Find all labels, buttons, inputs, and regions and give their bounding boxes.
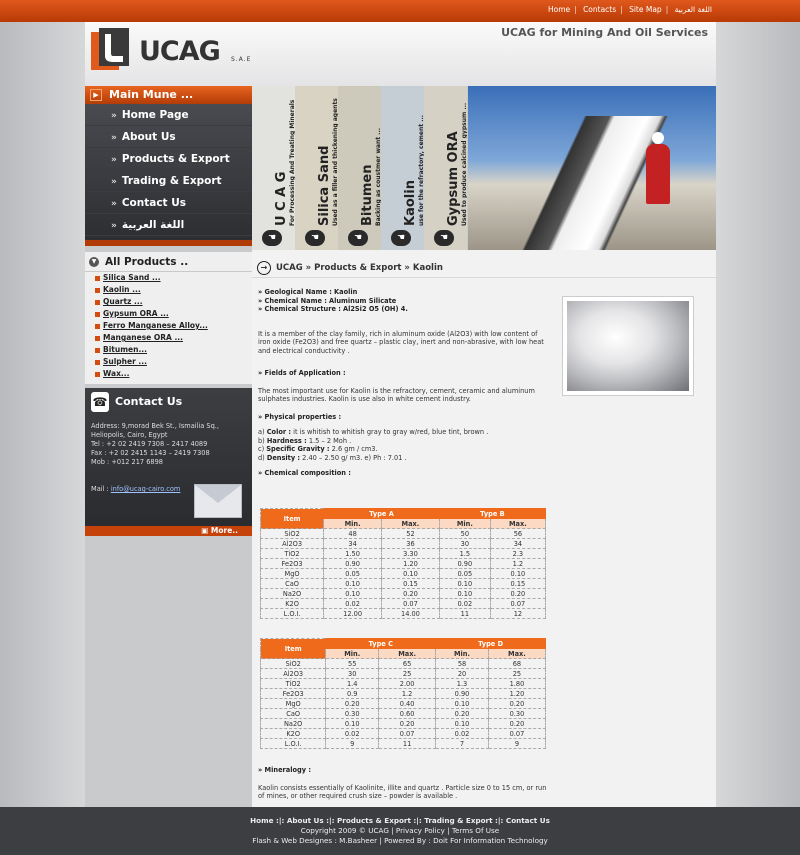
table-cell: 0.90 [436, 689, 489, 699]
chevron-right-icon: » [111, 221, 117, 231]
bullet-icon [95, 336, 100, 341]
product-label: Silica Sand ... [103, 273, 161, 282]
table-max-header: Max. [379, 649, 436, 659]
phys-title: » Physical properties : [258, 412, 342, 421]
table-row [261, 679, 546, 689]
chem-value: Aluminum Silicate [328, 296, 397, 305]
table-max-header: Max. [490, 519, 545, 529]
menu-item-label: Trading & Export [121, 175, 222, 187]
banner-book-bitumen[interactable] [338, 86, 381, 250]
contact-panel [85, 388, 252, 530]
table-cell: 0.07 [490, 599, 545, 609]
menu-item-label: اللغة العربية [121, 219, 185, 231]
banner-book-silica[interactable] [295, 86, 338, 250]
book-subtitle: Used as a filler and thickening agents [331, 98, 338, 226]
product-link[interactable] [85, 284, 252, 296]
sitemap-link[interactable]: Site Map [629, 5, 662, 14]
product-link[interactable] [85, 320, 252, 332]
table-min-header: Min. [439, 519, 490, 529]
chevron-right-icon: » [111, 177, 117, 187]
contact-title [85, 388, 252, 416]
table-cell: Fe2O3 [261, 689, 326, 699]
book-title: U C A G [273, 171, 289, 226]
table-row [261, 529, 546, 539]
table-cell: K2O [261, 599, 324, 609]
table-cell: 68 [488, 659, 545, 669]
prop-prefix: d) [258, 453, 267, 462]
footer [0, 807, 800, 855]
address-line: Address: 9,morad Bek St., Ismailia Sq., [91, 422, 219, 430]
top-links: Home | Contacts | Site Map | اللغة العربية [547, 5, 712, 14]
table-cell: 7 [436, 739, 489, 749]
table-cell: 65 [379, 659, 436, 669]
table-min-header: Min. [324, 519, 382, 529]
table-row [261, 709, 546, 719]
table-cell: 0.20 [436, 709, 489, 719]
table-cell: 50 [439, 529, 490, 539]
ucag-logo-icon[interactable] [89, 26, 135, 74]
bullet-icon [95, 276, 100, 281]
bullet-icon [95, 312, 100, 317]
table-cell: Al2O3 [261, 539, 324, 549]
table-cell: 2.00 [379, 679, 436, 689]
table-row [261, 569, 546, 579]
prop-label: Color : [266, 428, 292, 436]
table-cell: Al2O3 [261, 669, 326, 679]
fields-text: The most important use for Kaolin is the refractory, cement, ceramic and aluminum sulphates industries. Kaolin is use also in white cement industry. [258, 386, 535, 403]
prop-label: Specific Gravity : [266, 445, 330, 453]
table-cell: 0.10 [324, 579, 382, 589]
top-bar [0, 0, 800, 22]
table-cell: 0.10 [436, 719, 489, 729]
phys-list [258, 428, 548, 462]
table-cell: Na2O [261, 589, 324, 599]
table-min-header: Min. [326, 649, 379, 659]
table-cell: MgO [261, 569, 324, 579]
table-cell: 0.30 [488, 709, 545, 719]
chevron-right-icon: » [111, 133, 117, 143]
mineralogy-section [258, 766, 548, 801]
arabic-link[interactable]: اللغة العربية [674, 5, 712, 14]
arrow-circle-icon: → [257, 261, 271, 275]
table-row [261, 559, 546, 569]
table-cell: 3.30 [382, 549, 440, 559]
menu-title-label: Main Mune ... [109, 88, 194, 101]
product-link[interactable] [85, 296, 252, 308]
table-cell: 34 [324, 539, 382, 549]
breadcrumb-label[interactable]: UCAG » Products & Export » Kaolin [276, 263, 443, 273]
breadcrumb [252, 258, 716, 278]
table-cell: 52 [382, 529, 440, 539]
table-min-header: Min. [436, 649, 489, 659]
table-cell: K2O [261, 729, 326, 739]
table-cell: L.O.I. [261, 739, 326, 749]
table-cell: 58 [436, 659, 489, 669]
table-item-header: Item [261, 509, 324, 529]
table-row [261, 689, 546, 699]
tel-line: Tel : +2 02 2419 7308 – 2417 4089 [91, 440, 208, 448]
table-row [261, 589, 546, 599]
table-cell: 0.02 [439, 599, 490, 609]
bullet-icon [95, 288, 100, 293]
menu-item-trading[interactable] [85, 170, 252, 192]
table-cell: 0.20 [326, 699, 379, 709]
book-title: Silica Sand [316, 145, 332, 226]
table-cell: 0.02 [436, 729, 489, 739]
prop-value: 2.40 – 2.50 g/ m3. e) Ph : 7.01 . [300, 453, 407, 462]
arrow-icon: ▣ [201, 526, 211, 535]
struct-value: Al2Si2 O5 (OH) 4. [342, 305, 408, 313]
book-title: Kaolin [402, 180, 418, 226]
product-label: Kaolin ... [103, 285, 141, 294]
footer-copyright: Copyright 2009 © UCAG | Privacy Policy | Terms Of Use [300, 826, 500, 835]
table-cell: Fe2O3 [261, 559, 324, 569]
composition-table-cd [260, 638, 546, 749]
table-cell: 2.3 [490, 549, 545, 559]
table-row [261, 609, 546, 619]
table-cell: 1.80 [488, 679, 545, 689]
pointer-hand-icon[interactable]: ☚ [391, 230, 411, 246]
table-cell: 0.20 [488, 719, 545, 729]
pointer-hand-icon[interactable]: ☚ [305, 230, 325, 246]
phone-icon: ☎ [91, 392, 109, 412]
mobile-line: Mob : +012 217 6898 [91, 458, 163, 466]
header [85, 22, 716, 86]
footer-credits: Flash & Web Designes : M.Basheer | Powered By : Doit For Information Technology [252, 836, 548, 845]
chem-label: » Chemical Name : [258, 296, 327, 305]
table-cell: CaO [261, 709, 326, 719]
left-gutter [0, 22, 85, 807]
table-row [261, 549, 546, 559]
prop-value: 2.6 gm / cm3. [329, 445, 378, 453]
products-panel [85, 252, 252, 384]
menu-item-about[interactable] [85, 126, 252, 148]
address-line: Heliopolis, Cairo, Egypt [91, 431, 168, 439]
book-subtitle: For Processing And Treating Minerals [288, 99, 295, 226]
table-cell: L.O.I. [261, 609, 324, 619]
banner-book-gypsum[interactable] [424, 86, 467, 250]
prop-prefix: b) [258, 436, 267, 445]
main-content [252, 250, 716, 807]
table-cell: 0.05 [324, 569, 382, 579]
table-cell: CaO [261, 579, 324, 589]
table-cell: 12.00 [324, 609, 382, 619]
table-cell: TiO2 [261, 679, 326, 689]
product-label: Manganese ORA ... [103, 333, 183, 342]
table-cell: 36 [382, 539, 440, 549]
table-cell: 55 [326, 659, 379, 669]
table-type-header: Type B [439, 509, 545, 519]
menu-item-label: Products & Export [121, 153, 230, 165]
chevron-down-icon: ▼ [89, 257, 99, 267]
banner-book-ucag[interactable] [252, 86, 295, 250]
bullet-icon [95, 360, 100, 365]
mining-conveyor-photo [468, 86, 716, 250]
table-cell: 0.07 [382, 599, 440, 609]
table-cell: 9 [488, 739, 545, 749]
table-cell: 20 [436, 669, 489, 679]
footer-nav[interactable]: Home :|: About Us :|: Products & Export :|: Trading & Export :|: Contact Us [250, 816, 550, 825]
table-cell: 0.05 [439, 569, 490, 579]
pointer-hand-icon[interactable]: ☚ [262, 230, 282, 246]
table-item-header: Item [261, 639, 326, 659]
tagline: UCAG for Mining And Oil Services [501, 26, 708, 39]
product-link[interactable] [85, 368, 252, 380]
product-banner [252, 86, 716, 250]
table-row [261, 699, 546, 709]
table-cell: 0.10 [490, 569, 545, 579]
prop-value: it is whitish to whitish gray to gray w/red, blue tint, brown . [291, 428, 489, 436]
table-cell: 9 [326, 739, 379, 749]
table-cell: 0.20 [488, 699, 545, 709]
book-subtitle: Backing as coustmer want ... [374, 127, 381, 226]
bullet-icon [95, 300, 100, 305]
prop-label: Density : [266, 453, 301, 462]
table-row [261, 669, 546, 679]
table-cell: 1.20 [488, 689, 545, 699]
book-title: Gypsum ORA [445, 131, 461, 226]
table-max-header: Max. [488, 649, 545, 659]
product-link[interactable] [85, 332, 252, 344]
table-cell: SiO2 [261, 529, 324, 539]
table-cell: 0.15 [382, 579, 440, 589]
bullet-icon [95, 324, 100, 329]
intro-text: It is a member of the clay family, rich in aluminum oxide (Al2O3) with low content of iron oxide (Fe2O3) and free quartz – plastic clay, inert and non-abrasive, with low heat and electrical conductivity . [258, 329, 544, 355]
table-row [261, 599, 546, 609]
bullet-icon [95, 348, 100, 353]
book-subtitle: use for the refractory, cement ... [417, 114, 424, 226]
table-cell: 0.15 [490, 579, 545, 589]
product-link[interactable] [85, 344, 252, 356]
chevron-right-icon: » [111, 111, 117, 121]
right-gutter [716, 22, 800, 807]
table-cell: 1.5 [439, 549, 490, 559]
product-label: Bitumen... [103, 345, 148, 354]
prop-prefix: a) [258, 428, 267, 436]
table-cell: 0.10 [326, 719, 379, 729]
mail-label: Mail : [91, 485, 109, 493]
table-type-header: Type D [436, 639, 546, 649]
product-label: Wax... [103, 369, 130, 378]
table-cell: 0.02 [326, 729, 379, 739]
table-max-header: Max. [382, 519, 440, 529]
main-menu [85, 86, 252, 246]
table-cell: 0.90 [324, 559, 382, 569]
pointer-hand-icon[interactable]: ☚ [348, 230, 368, 246]
table-cell: 0.40 [379, 699, 436, 709]
table-row [261, 539, 546, 549]
table-cell: 30 [326, 669, 379, 679]
table-cell: 0.10 [436, 699, 489, 709]
fields-title: » Fields of Application : [258, 369, 346, 377]
table-cell: 0.9 [326, 689, 379, 699]
product-link[interactable] [85, 308, 252, 320]
table-cell: 0.30 [326, 709, 379, 719]
table-cell: 0.10 [439, 589, 490, 599]
table-cell: 0.10 [439, 579, 490, 589]
table-cell: Na2O [261, 719, 326, 729]
table-cell: 1.3 [436, 679, 489, 689]
table-cell: 1.50 [324, 549, 382, 559]
table-cell: 30 [439, 539, 490, 549]
more-label: More.. [210, 526, 238, 535]
envelope-icon [194, 484, 242, 518]
table-row [261, 659, 546, 669]
more-link[interactable] [85, 526, 252, 536]
menu-item-contact[interactable] [85, 192, 252, 214]
chevron-right-icon: » [111, 199, 117, 209]
table-cell: 56 [490, 529, 545, 539]
table-cell: 1.2 [379, 689, 436, 699]
logo-suffix: S.A.E [231, 56, 252, 63]
menu-item-products[interactable] [85, 148, 252, 170]
mineral-title: » Mineralogy : [258, 766, 311, 774]
table-cell: 11 [439, 609, 490, 619]
bullet-icon [95, 372, 100, 377]
product-link[interactable] [85, 356, 252, 368]
table-cell: 0.20 [382, 589, 440, 599]
table-row [261, 579, 546, 589]
table-cell: 1.2 [490, 559, 545, 569]
product-label: Quartz ... [103, 297, 143, 306]
table-cell: 0.02 [324, 599, 382, 609]
table-cell: 1.4 [326, 679, 379, 689]
table-cell: 0.10 [324, 589, 382, 599]
contact-title-label: Contact Us [115, 395, 183, 408]
menu-item-label: Contact Us [121, 197, 187, 209]
contacts-link[interactable]: Contacts [583, 5, 617, 14]
product-label: Ferro Manganese Alloy... [103, 321, 208, 330]
pointer-hand-icon[interactable]: ☚ [434, 230, 454, 246]
menu-footer-bar [85, 240, 252, 246]
prop-prefix: c) [258, 445, 267, 453]
table-cell: 14.00 [382, 609, 440, 619]
menu-item-arabic[interactable] [85, 214, 252, 236]
table-cell: SiO2 [261, 659, 326, 669]
prop-value: 1.5 – 2 Moh . [306, 436, 352, 445]
struct-label: » Chemical Structure : [258, 305, 341, 313]
fax-line: Fax : +2 02 2415 1143 – 2419 7308 [91, 449, 210, 457]
logo-text: UCAG [139, 36, 220, 67]
banner-book-kaolin[interactable] [381, 86, 424, 250]
table-cell: 11 [379, 739, 436, 749]
table-row [261, 729, 546, 739]
kaolin-details [258, 288, 548, 478]
table-cell: MgO [261, 699, 326, 709]
product-label: Sulpher ... [103, 357, 147, 366]
table-cell: 1.20 [382, 559, 440, 569]
table-cell: 0.07 [379, 729, 436, 739]
mineral-text: Kaolin consists essentially of Kaolinite, illite and quartz . Particle size 0 to 15 cm, or run of mines, or other required crush size – powder is available . [258, 783, 547, 800]
table-cell: 25 [488, 669, 545, 679]
book-subtitle: Used to produce calcined gypsum ... [460, 102, 467, 226]
table-cell: TiO2 [261, 549, 324, 559]
table-type-header: Type A [324, 509, 440, 519]
kaolin-photo [562, 296, 694, 396]
table-cell: 0.07 [488, 729, 545, 739]
email-link[interactable]: info@ucag-cairo.com [110, 485, 181, 493]
products-title-label: All Products .. [105, 256, 189, 268]
geo-value: Kaolin [334, 288, 358, 296]
product-label: Gypsum ORA ... [103, 309, 169, 318]
table-cell: 48 [324, 529, 382, 539]
menu-item-label: Home Page [121, 109, 189, 121]
arrow-right-icon: ▶ [90, 89, 102, 101]
table-cell: 12 [490, 609, 545, 619]
table-cell: 0.20 [490, 589, 545, 599]
table-cell: 34 [490, 539, 545, 549]
table-row [261, 739, 546, 749]
home-link[interactable]: Home [547, 5, 571, 14]
composition-table-ab [260, 508, 546, 619]
table-cell: 25 [379, 669, 436, 679]
menu-item-home[interactable] [85, 104, 252, 126]
table-row [261, 719, 546, 729]
table-cell: 0.60 [379, 709, 436, 719]
table-cell: 0.10 [382, 569, 440, 579]
comp-title: » Chemical composition : [258, 469, 351, 477]
prop-label: Hardness : [266, 436, 307, 445]
menu-item-label: About Us [121, 131, 176, 143]
menu-title [85, 86, 252, 104]
table-cell: 0.90 [439, 559, 490, 569]
book-title: Bitumen [359, 164, 375, 226]
chevron-right-icon: » [111, 155, 117, 165]
product-link[interactable] [85, 272, 252, 284]
geo-label: » Geological Name : [258, 288, 332, 296]
table-type-header: Type C [326, 639, 436, 649]
products-title [85, 252, 252, 272]
table-cell: 0.20 [379, 719, 436, 729]
